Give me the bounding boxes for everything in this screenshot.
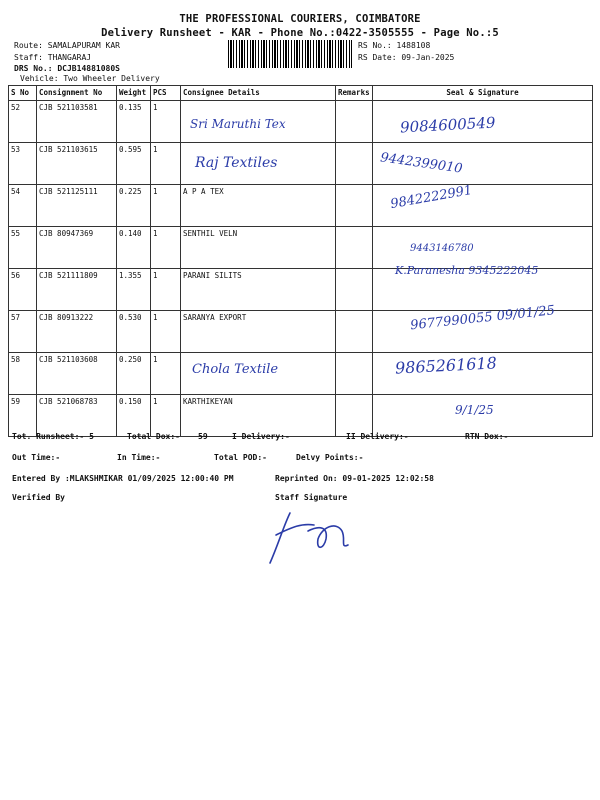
cell-consignment: CJB 521103581: [37, 101, 117, 143]
cell-sno: 54: [9, 185, 37, 227]
table-header-row: [9, 86, 593, 101]
table-row: [9, 227, 593, 269]
rs-date-line: [358, 53, 454, 62]
vehicle-line: Vehicle: Two Wheeler Delivery: [20, 74, 160, 83]
cell-consignee: A P A TEX: [181, 185, 336, 227]
handwritten-consignee: Raj Textiles: [195, 155, 278, 171]
cell-weight: 1.355: [117, 269, 151, 311]
rs-no-value: 1488108: [396, 41, 431, 50]
cell-remarks: [336, 185, 373, 227]
cell-weight: 0.530: [117, 311, 151, 353]
cell-pcs: 1: [151, 395, 181, 437]
table-row: [9, 143, 593, 185]
cell-pcs: 1: [151, 227, 181, 269]
cell-remarks: [336, 269, 373, 311]
cell-consignment: CJB 521103615: [37, 143, 117, 185]
rs-no-line: [358, 41, 430, 50]
cell-weight: 0.135: [117, 101, 151, 143]
rs-no-label: RS No.:: [358, 41, 392, 50]
handwritten-signature: 9442399010: [379, 150, 464, 177]
ii-delivery: II Delivery:-: [346, 432, 409, 441]
cell-sno: 53: [9, 143, 37, 185]
staff-value: THANGARAJ: [47, 53, 92, 62]
table-row: [9, 353, 593, 395]
cell-consignee: KARTHIKEYAN: [181, 395, 336, 437]
drs-line: [14, 64, 120, 73]
rs-date-label: RS Date:: [358, 53, 397, 62]
drs-value: DCJB14881080S: [57, 64, 120, 73]
company-title: THE PROFESSIONAL COURIERS, COIMBATORE: [179, 13, 421, 25]
in-time: In Time:-: [117, 453, 161, 462]
cell-sno: 58: [9, 353, 37, 395]
col-sno: S No: [9, 86, 37, 101]
cell-weight: 0.250: [117, 353, 151, 395]
cell-weight: 0.150: [117, 395, 151, 437]
entered-by: Entered By :MLAKSHMIKAR 01/09/2025 12:00:40 PM: [12, 474, 234, 483]
rtn-dox: RTN Dox:-: [465, 432, 509, 441]
cell-remarks: [336, 227, 373, 269]
table-row: [9, 185, 593, 227]
handwritten-signature: 9084600549: [399, 113, 496, 137]
handwritten-signature: 9443146780: [410, 243, 474, 254]
cell-remarks: [336, 311, 373, 353]
runsheet-table: [8, 85, 593, 437]
cell-sno: 59: [9, 395, 37, 437]
verified-by: Verified By: [12, 493, 65, 502]
cell-consignment: CJB 80947369: [37, 227, 117, 269]
cell-pcs: 1: [151, 185, 181, 227]
col-pcs: PCS: [151, 86, 181, 101]
handwritten-consignee: Sri Maruthi Tex: [190, 117, 286, 131]
cell-sno: 52: [9, 101, 37, 143]
delvy-points: Delvy Points:-: [296, 453, 364, 462]
route-value: SAMALAPURAM KAR: [47, 41, 120, 50]
cell-remarks: [336, 353, 373, 395]
col-weight: Weight: [117, 86, 151, 101]
cell-consignee: SARANYA EXPORT: [181, 311, 336, 353]
route-line: [14, 41, 120, 50]
handwritten-signature: 9842222991: [389, 182, 474, 213]
cell-consignment: CJB 521068783: [37, 395, 117, 437]
handwritten-consignee: Chola Textile: [192, 362, 279, 377]
handwritten-signature: K.Paranesha 9345222045: [395, 264, 539, 277]
handwritten-signature: 9/1/25: [455, 403, 494, 417]
cell-remarks: [336, 395, 373, 437]
cell-signature: [373, 227, 593, 269]
cell-consignee: SENTHIL VELN: [181, 227, 336, 269]
reprinted-on: Reprinted On: 09-01-2025 12:02:58: [275, 474, 434, 483]
cell-weight: 0.140: [117, 227, 151, 269]
drs-label: DRS No.:: [14, 64, 53, 73]
rs-date-value: 09-Jan-2025: [401, 53, 455, 62]
col-signature: Seal & Signature: [373, 86, 593, 101]
i-delivery: I Delivery:-: [232, 432, 290, 441]
cell-consignment: CJB 80913222: [37, 311, 117, 353]
tot-runsheet: Tot. Runsheet:- 5: [12, 432, 94, 441]
cell-pcs: 1: [151, 101, 181, 143]
staff-signature-label: Staff Signature: [275, 493, 348, 502]
barcode: [228, 40, 352, 68]
cell-consignment: CJB 521111809: [37, 269, 117, 311]
cell-consignment: CJB 521125111: [37, 185, 117, 227]
table-row: [9, 101, 593, 143]
staff-label: Staff:: [14, 53, 43, 62]
cell-sno: 55: [9, 227, 37, 269]
cell-sno: 56: [9, 269, 37, 311]
col-remarks: Remarks: [336, 86, 373, 101]
cell-pcs: 1: [151, 143, 181, 185]
col-consignee: Consignee Details: [181, 86, 336, 101]
table-row: [9, 395, 593, 437]
cell-pcs: 1: [151, 269, 181, 311]
cell-consignee: PARANI SILITS: [181, 269, 336, 311]
cell-sno: 57: [9, 311, 37, 353]
staff-signature-scribble: [262, 505, 362, 570]
out-time: Out Time:-: [12, 453, 61, 462]
cell-weight: 0.595: [117, 143, 151, 185]
cell-pcs: 1: [151, 311, 181, 353]
total-dox-value: 59: [198, 432, 208, 441]
cell-remarks: [336, 143, 373, 185]
handwritten-signature: 9865261618: [394, 353, 498, 378]
cell-pcs: 1: [151, 353, 181, 395]
cell-weight: 0.225: [117, 185, 151, 227]
col-consignment: Consignment No: [37, 86, 117, 101]
total-pod: Total POD:-: [214, 453, 267, 462]
cell-remarks: [336, 101, 373, 143]
cell-consignment: CJB 521103608: [37, 353, 117, 395]
handwritten-signature: 9677990055 09/01/25: [409, 303, 556, 334]
route-label: Route:: [14, 41, 43, 50]
total-dox-label: Total Dox:-: [127, 432, 180, 441]
runsheet-subtitle: Delivery Runsheet - KAR - Phone No.:0422-3505555 - Page No.:5: [101, 27, 499, 39]
staff-line: [14, 53, 91, 62]
